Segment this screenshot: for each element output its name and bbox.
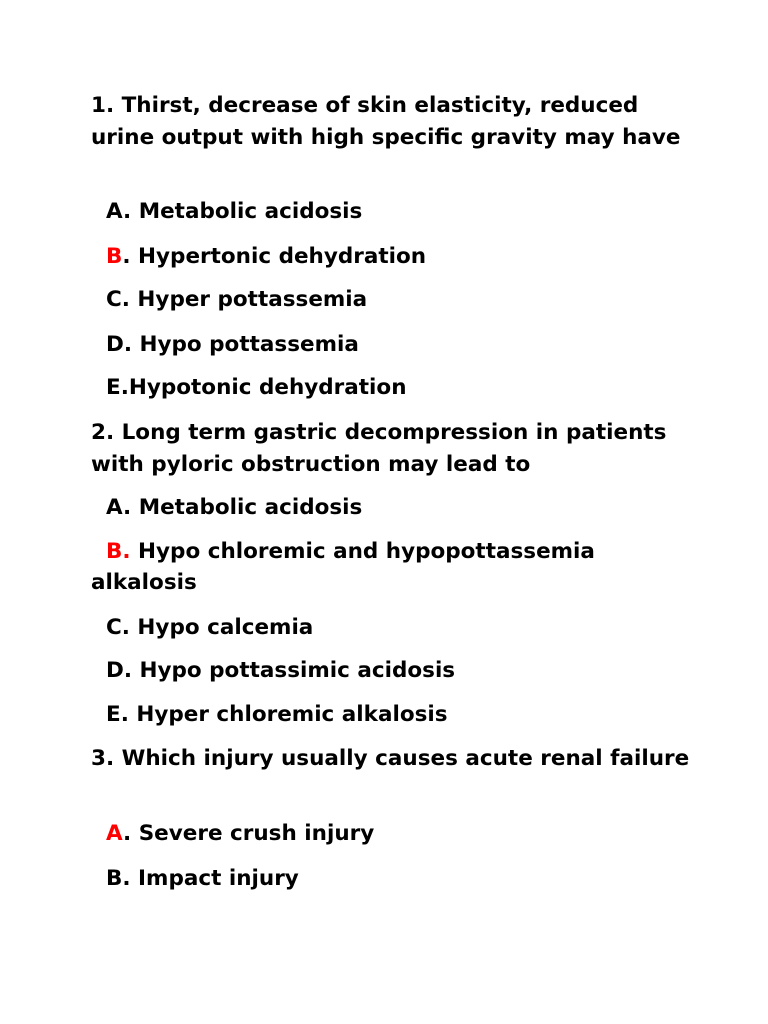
option-text: . Severe crush injury xyxy=(123,821,375,846)
option-letter: E xyxy=(106,702,121,727)
question-2-option-d xyxy=(106,655,706,686)
option-letter: C xyxy=(106,287,122,312)
question-2-option-c xyxy=(106,612,706,643)
option-letter-correct: B xyxy=(106,244,123,269)
option-text: . Impact injury xyxy=(122,866,299,891)
option-letter: E xyxy=(106,375,121,400)
question-3-option-b xyxy=(106,863,706,894)
option-text: .Hypotonic dehydration xyxy=(120,375,407,400)
question-2-option-b xyxy=(91,536,651,598)
option-letter: B xyxy=(106,866,123,891)
question-1-stem: 1. Thirst, decrease of skin elasticity, reduced urine output with high specific gravity may have xyxy=(91,93,681,150)
option-text: . Metabolic acidosis xyxy=(123,199,363,224)
question-3-stem: 3. Which injury usually causes acute renal failure xyxy=(91,746,690,771)
option-text: . Hyper pottassemia xyxy=(121,287,368,312)
option-text: . Hypertonic dehydration xyxy=(122,244,427,269)
option-letter: A xyxy=(106,199,124,224)
question-3-option-a xyxy=(106,818,706,849)
question-1-option-a xyxy=(106,196,706,227)
question-1-option-e xyxy=(106,372,706,403)
option-letter-correct: A xyxy=(106,821,124,846)
option-letter-correct: B. xyxy=(106,539,131,564)
option-letter: A xyxy=(106,495,124,520)
option-letter: D xyxy=(106,332,124,357)
question-1-option-b xyxy=(106,241,706,272)
question-1-option-d xyxy=(106,329,706,360)
question-2-option-e xyxy=(106,699,706,730)
option-text: . Hypo calcemia xyxy=(121,615,314,640)
question-1-option-c xyxy=(106,284,706,315)
option-text: . Hypo pottassemia xyxy=(123,332,359,357)
option-text: Hypo chloremic and hypopottassemia alkalosis xyxy=(91,539,595,595)
option-letter: C xyxy=(106,615,122,640)
option-text: . Hyper chloremic alkalosis xyxy=(120,702,448,727)
question-2-option-a xyxy=(106,492,706,523)
option-text: . Metabolic acidosis xyxy=(123,495,363,520)
option-text: . Hypo pottassimic acidosis xyxy=(123,658,456,683)
option-letter: D xyxy=(106,658,124,683)
question-2-stem: 2. Long term gastric decompression in patients with pyloric obstruction may lead to xyxy=(91,420,667,477)
